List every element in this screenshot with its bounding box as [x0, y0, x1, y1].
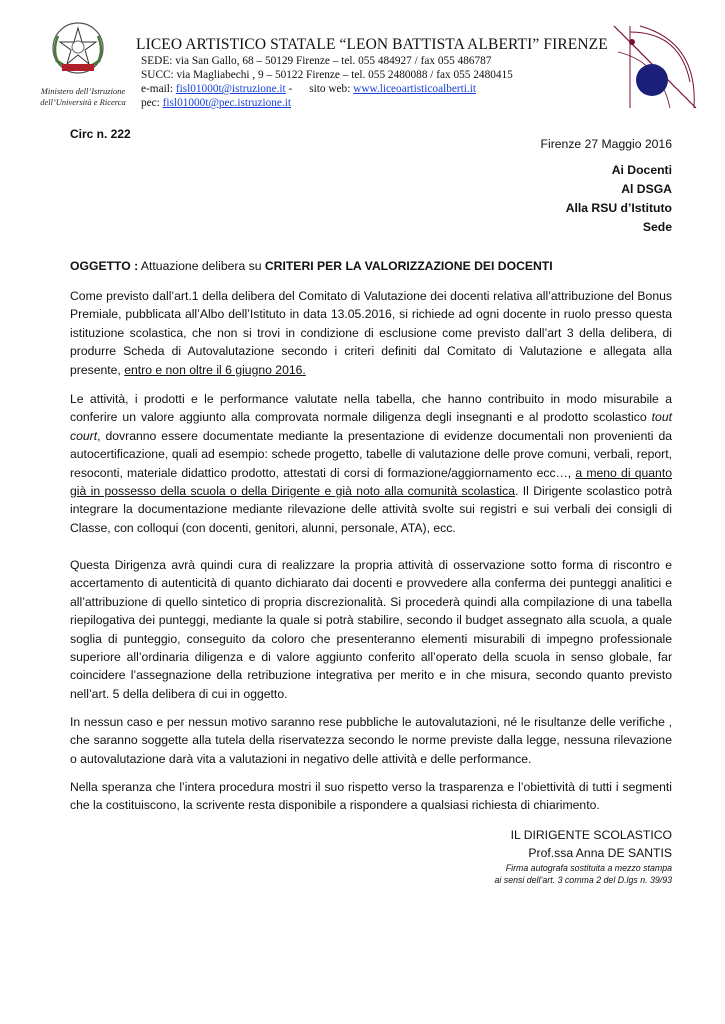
pec-label: pec: [141, 97, 163, 109]
letter-date: Firenze 27 Maggio 2016 [540, 137, 672, 151]
paragraph-1-text: Come previsto dall’art.1 della delibera del Comitato di Valutazione dei docenti relativa all’attribuzione del Bonus Premiale, pubblicata all’Albo dell’Istituto in data 13.05.2016, si richiede ad ogni docente in ruolo presso questa istituzione scolastica, che non si trovi in condizione di esclusione come previsto dall’art 3 della delibera, di produrre Scheda di Autovalutazione secondo i criteri definiti dal Comitato di Valutazione e allegata alla presente, [70, 289, 672, 377]
paragraph-1 [70, 287, 672, 379]
paragraph-2 [70, 390, 672, 537]
signature-role: IL DIRIGENTE SCOLASTICO [510, 828, 672, 842]
circular-number: Circ n. 222 [70, 127, 131, 141]
italian-republic-emblem-icon [48, 20, 108, 80]
sede-address: SEDE: via San Gallo, 68 – 50129 Firenze – tel. 055 484927 / fax 055 486787 [141, 55, 492, 67]
subject-title: CRITERI PER LA VALORIZZAZIONE DEI DOCENTI [264, 259, 553, 273]
contact-line [141, 83, 476, 95]
ministry-caption [40, 86, 126, 108]
letterhead [40, 18, 700, 118]
subject-line [70, 259, 553, 273]
school-logo-icon [610, 22, 700, 112]
pec-line [141, 97, 291, 109]
paragraph-4: In nessun caso e per nessun motivo saranno rese pubbliche le autovalutazioni, né le risultanze delle verifiche , che saranno soggette alla tutela della riservatezza secondo le norme previste dalla legge, nessuna rilevazione o autovalutazione darà vita a valutazioni in negativo delle attività e delle performance. [70, 715, 672, 766]
website-label: - sito web: [285, 83, 354, 95]
recipient-dsga: Al DSGA [621, 182, 672, 196]
email-link[interactable]: fisl01000t@istruzione.it [175, 83, 286, 95]
recipient-sede: Sede [642, 220, 672, 234]
email-label: e-mail: [141, 83, 176, 95]
website-link[interactable]: www.liceoartisticoalberti.it [353, 83, 477, 95]
subject-label: OGGETTO : [70, 259, 139, 273]
ministry-line-2: dell’Università e Ricerca [40, 97, 126, 107]
paragraph-2-text-b: , dovranno essere documentate mediante la presentazione di evidenze documentali non provenienti da autocertificazione, quali ad esempio: schede progetto, tabelle di valutazione delle prove comuni, verbali, report, resoconti, materiale didattico prodotto, attestati di corsi di formazione/aggiornamento ecc…, [70, 428, 672, 480]
paragraph-5: Nella speranza che l’intera procedura mostri il suo rispetto verso la trasparenza e l’obiettività di tutti i segmenti che la costituiscono, la scrivente resta disponibile a rispondere a qualsiasi richiesta di chiarimento. [70, 780, 672, 813]
deadline: entro e non oltre il 6 giugno 2016. [124, 362, 306, 377]
pec-link[interactable]: fisl01000t@pec.istruzione.it [162, 97, 292, 109]
recipient-docenti: Ai Docenti [611, 163, 672, 177]
ministry-line-1: Ministero dell’Istruzione [40, 86, 126, 96]
paragraph-2-text-c: . Il Dirigente scolastico potrà integrare la documentazione mediante rilevazione delle attività svolte sui registri e sui verbali dei consigli di Classe, con colloqui (con docenti, genitori, alunni, personale, ATA), ecc. [70, 484, 672, 535]
succ-address: SUCC: via Magliabechi , 9 – 50122 Firenze – tel. 055 2480088 / fax 055 2480415 [141, 69, 513, 81]
paragraph-2-text-a: Le attività, i prodotti e le performance valutate nella tabella, che hanno contribuito in modo misurabile a conferire un valore aggiunto alla comprovata normale diligenza degli insegnanti e al prodotto scolastico [70, 392, 672, 425]
paragraph-3: Questa Dirigenza avrà quindi cura di realizzare la propria attività di osservazione sotto forma di riscontro e accertamento di autenticità di quanto dichiarato dai docenti e provvedere alla conferma dei punteggi analitici e all’attribuzione di quello sintetico di propria discrezionalità. Si procederà quindi alla compilazione di una tabella riepilogativa dei punteggi, mediante la quale si potrà stabilire, secondo il budget assegnato alla scuola, a quale soglia di punteggio, conseguito da coloro che presenteranno elementi misurabili di impegno professionale superiore all’ordinaria diligenza e di valore aggiunto conferito all’operato della scuola in senso globale, far coincidere l’assegnazione della retribuzione integrativa per merito e in che misura, secondo quanto previsto nell’art. 5 della delibera di cui in oggetto. [70, 558, 672, 701]
recipient-rsu: Alla RSU d’Istituto [565, 201, 672, 215]
signature-name: Prof.ssa Anna DE SANTIS [528, 846, 672, 860]
subject-text: Attuazione delibera su [138, 259, 265, 273]
signature-note-2: ai sensi dell’art. 3 comma 2 del D.lgs n. 39/93 [494, 875, 672, 885]
signature-note-1: Firma autografa sostituita a mezzo stampa [505, 863, 672, 873]
exception-clause: a meno di quanto già in possesso della scuola o della Dirigente e già noto alla comunità scolastica [70, 465, 673, 499]
tout-court: tout court [70, 410, 672, 443]
school-title: LICEO ARTISTICO STATALE “LEON BATTISTA ALBERTI” FIRENZE [136, 36, 608, 53]
